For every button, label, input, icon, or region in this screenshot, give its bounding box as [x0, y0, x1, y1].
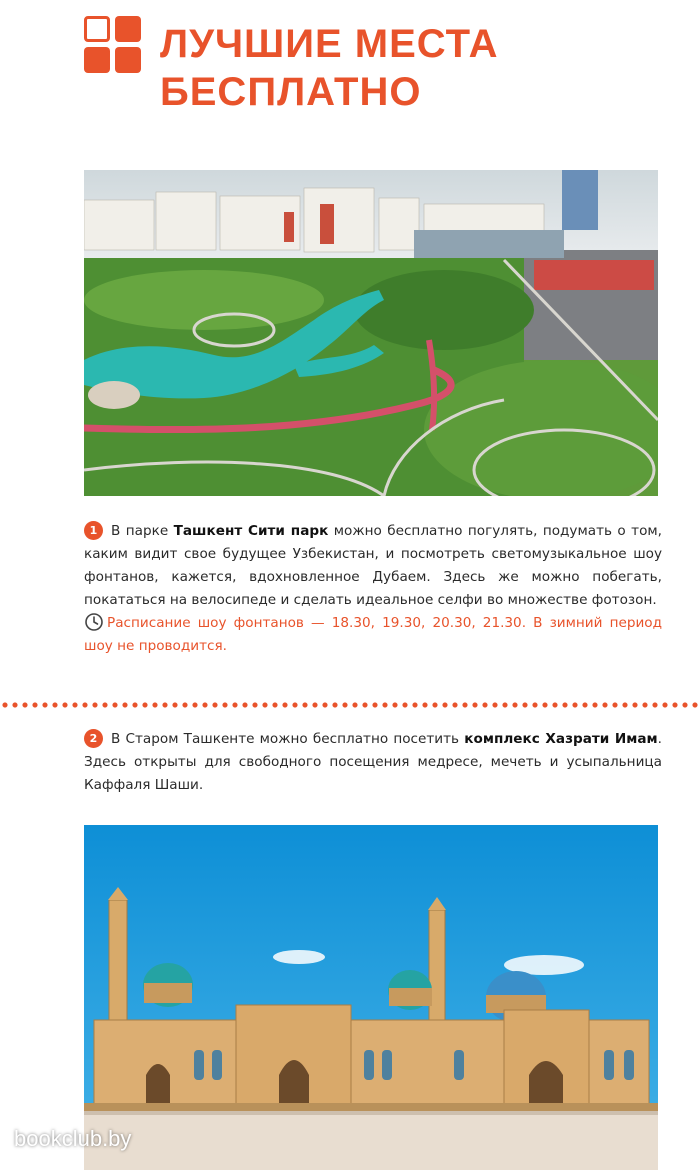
- item-2-place-name: комплекс Хазрати Имам: [464, 731, 658, 747]
- item-1-place-name: Ташкент Сити парк: [173, 523, 329, 539]
- item-2-description: [84, 728, 662, 797]
- tashkent-city-park-photo: [84, 170, 658, 496]
- item-1-description: [84, 520, 662, 658]
- item-number-badge: 1: [84, 521, 103, 540]
- fountain-show-schedule: Расписание шоу фонтанов — 18.30, 19.30, 20.30, 21.30. В зимний период шоу не проводится.: [84, 615, 662, 654]
- hazrati-imam-complex-photo: [84, 825, 658, 1170]
- page-title-line-1: ЛУЧШИЕ МЕСТА: [160, 22, 499, 66]
- section-logo-icon: [84, 16, 142, 74]
- page-title: [160, 20, 498, 116]
- watermark-text: bookclub.by: [14, 1126, 132, 1151]
- clock-icon: [84, 612, 104, 632]
- item-2-text-after: . Здесь открыты для свободного посещения медресе, мечеть и усыпальница Каффаля Шаши.: [84, 731, 662, 793]
- item-2-text-before: В Старом Ташкенте можно бесплатно посетить: [111, 731, 465, 747]
- item-number-badge: 2: [84, 729, 103, 748]
- page-title-line-2: БЕСПЛАТНО: [160, 70, 422, 114]
- item-1-text-before: В парке: [111, 523, 174, 539]
- dotted-divider: [0, 702, 700, 708]
- item-1-text-after: можно бесплатно погулять, подумать о том, каким видит свое будущее Узбекистан, и посмотреть светомузыкальное шоу фонтанов, кажется, вдохновленное Дубаем. Здесь же можно побегать, покататься на велосипеде и сделать идеальное селфи во множестве фотозон.: [84, 523, 662, 608]
